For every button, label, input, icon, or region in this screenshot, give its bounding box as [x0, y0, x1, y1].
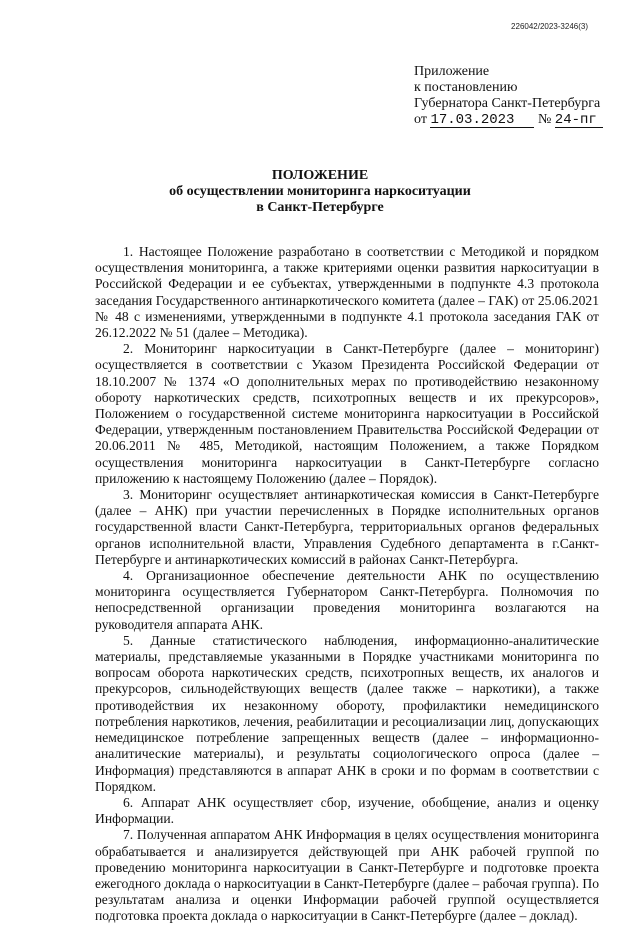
- appendix-line-2: к постановлению: [414, 80, 518, 95]
- paragraph-1: 1. Настоящее Положение разработано в соответствии с Методикой и порядком осуществления мониторинга, а также критериями оценки развития наркоситуации в Российской Федерации и ее субъектах, утвержденными в подпункте 4.3 протокола заседания Государственного антинаркотического комитета (далее – ГАК) от 25.06.2021 № 48 с изменениями, утвержденными в подпункте 4.1 протокола заседания ГАК от 26.12.2022 № 51 (далее – Методика).: [95, 244, 599, 341]
- appendix-line-1: Приложение: [414, 64, 490, 79]
- paragraph-2: 2. Мониторинг наркоситуации в Санкт-Петербурге (далее – мониторинг) осуществляется в соответствии с Указом Президента Российской Федерации от 18.10.2007 № 1374 «О дополнительных мерах по противодействию незаконному обороту наркотических средств, психотропных веществ и их прекурсоров», Положением о государственной системе мониторинга наркоситуации в Российской Федерации, утвержденным постановлением Правительства Российской Федерации от 20.06.2011 № 485, Методикой, настоящим Положением, а также Порядком осуществления мониторинга наркоситуации в Санкт-Петербурге согласно приложению к настоящему Положению (далее – Порядок).: [95, 341, 599, 486]
- date-prefix: от: [414, 112, 427, 127]
- title-sub-2: в Санкт-Петербурге: [256, 200, 384, 215]
- appendix-block: [414, 64, 614, 128]
- paragraph-5: 5. Данные статистического наблюдения, информационно-аналитические материалы, представляемые указанными в Порядке участниками мониторинга по вопросам оборота наркотических средств, психотропных веществ, их аналогов и прекурсоров, сильнодействующих веществ (далее также – наркотики), а также противодействия их незаконному обороту, профилактики немедицинского потребления наркотиков, лечения, реабилитации и ресоциализации лиц, допускающих немедицинское потребление запрещенных веществ (далее – информационно-аналитические материалы), и результаты социологического опроса (далее – Информация) представляются в аппарат АНК в сроки и по формам в соответствии с Порядком.: [95, 632, 599, 794]
- title-main: ПОЛОЖЕНИЕ: [271, 168, 369, 183]
- paragraph-7: 7. Полученная аппаратом АНК Информация в целях осуществления мониторинга обрабатывается и анализируется действующей при АНК рабочей группой по проведению мониторинга наркоситуации в Санкт-Петербурге и подготовке проекта ежегодного доклада о наркоситуации в Санкт-Петербурге (далее – рабочая группа). По результатам анализа и оценки Информации рабочей группой осуществляется подготовка проекта доклада о наркоситуации в Санкт-Петербурге (далее – доклад).: [95, 827, 599, 924]
- paragraph-3: 3. Мониторинг осуществляет антинаркотическая комиссия в Санкт-Петербурге (далее – АНК) при участии перечисленных в Порядке исполнительных органов государственной власти Санкт-Петербурга, территориальных органов федеральных органов исполнительной власти, Управления Судебного департамента в г.Санкт-Петербурге и антинаркотических комиссий в районах Санкт-Петербурга.: [95, 487, 599, 567]
- paragraph-6: 6. Аппарат АНК осуществляет сбор, изучение, обобщение, анализ и оценку Информации.: [95, 794, 599, 827]
- appendix-date-line: [414, 112, 614, 128]
- decree-number: 24-пг: [555, 113, 603, 128]
- document-number: 226042/2023-3246(3): [511, 22, 588, 31]
- number-prefix: №: [537, 112, 552, 127]
- title-sub-1: об осуществлении мониторинга наркоситуации: [169, 184, 471, 199]
- document-body: [95, 244, 599, 925]
- decree-date: 17.03.2023: [430, 113, 534, 128]
- paragraph-4: 4. Организационное обеспечение деятельности АНК по осуществлению мониторинга осуществляется Губернатором Санкт-Петербурга. Полномочия по непосредственной организации проведения мониторинга возлагаются на руководителя аппарата АНК.: [95, 568, 599, 632]
- document-title: [0, 168, 640, 216]
- appendix-line-3: Губернатора Санкт-Петербурга: [414, 96, 601, 111]
